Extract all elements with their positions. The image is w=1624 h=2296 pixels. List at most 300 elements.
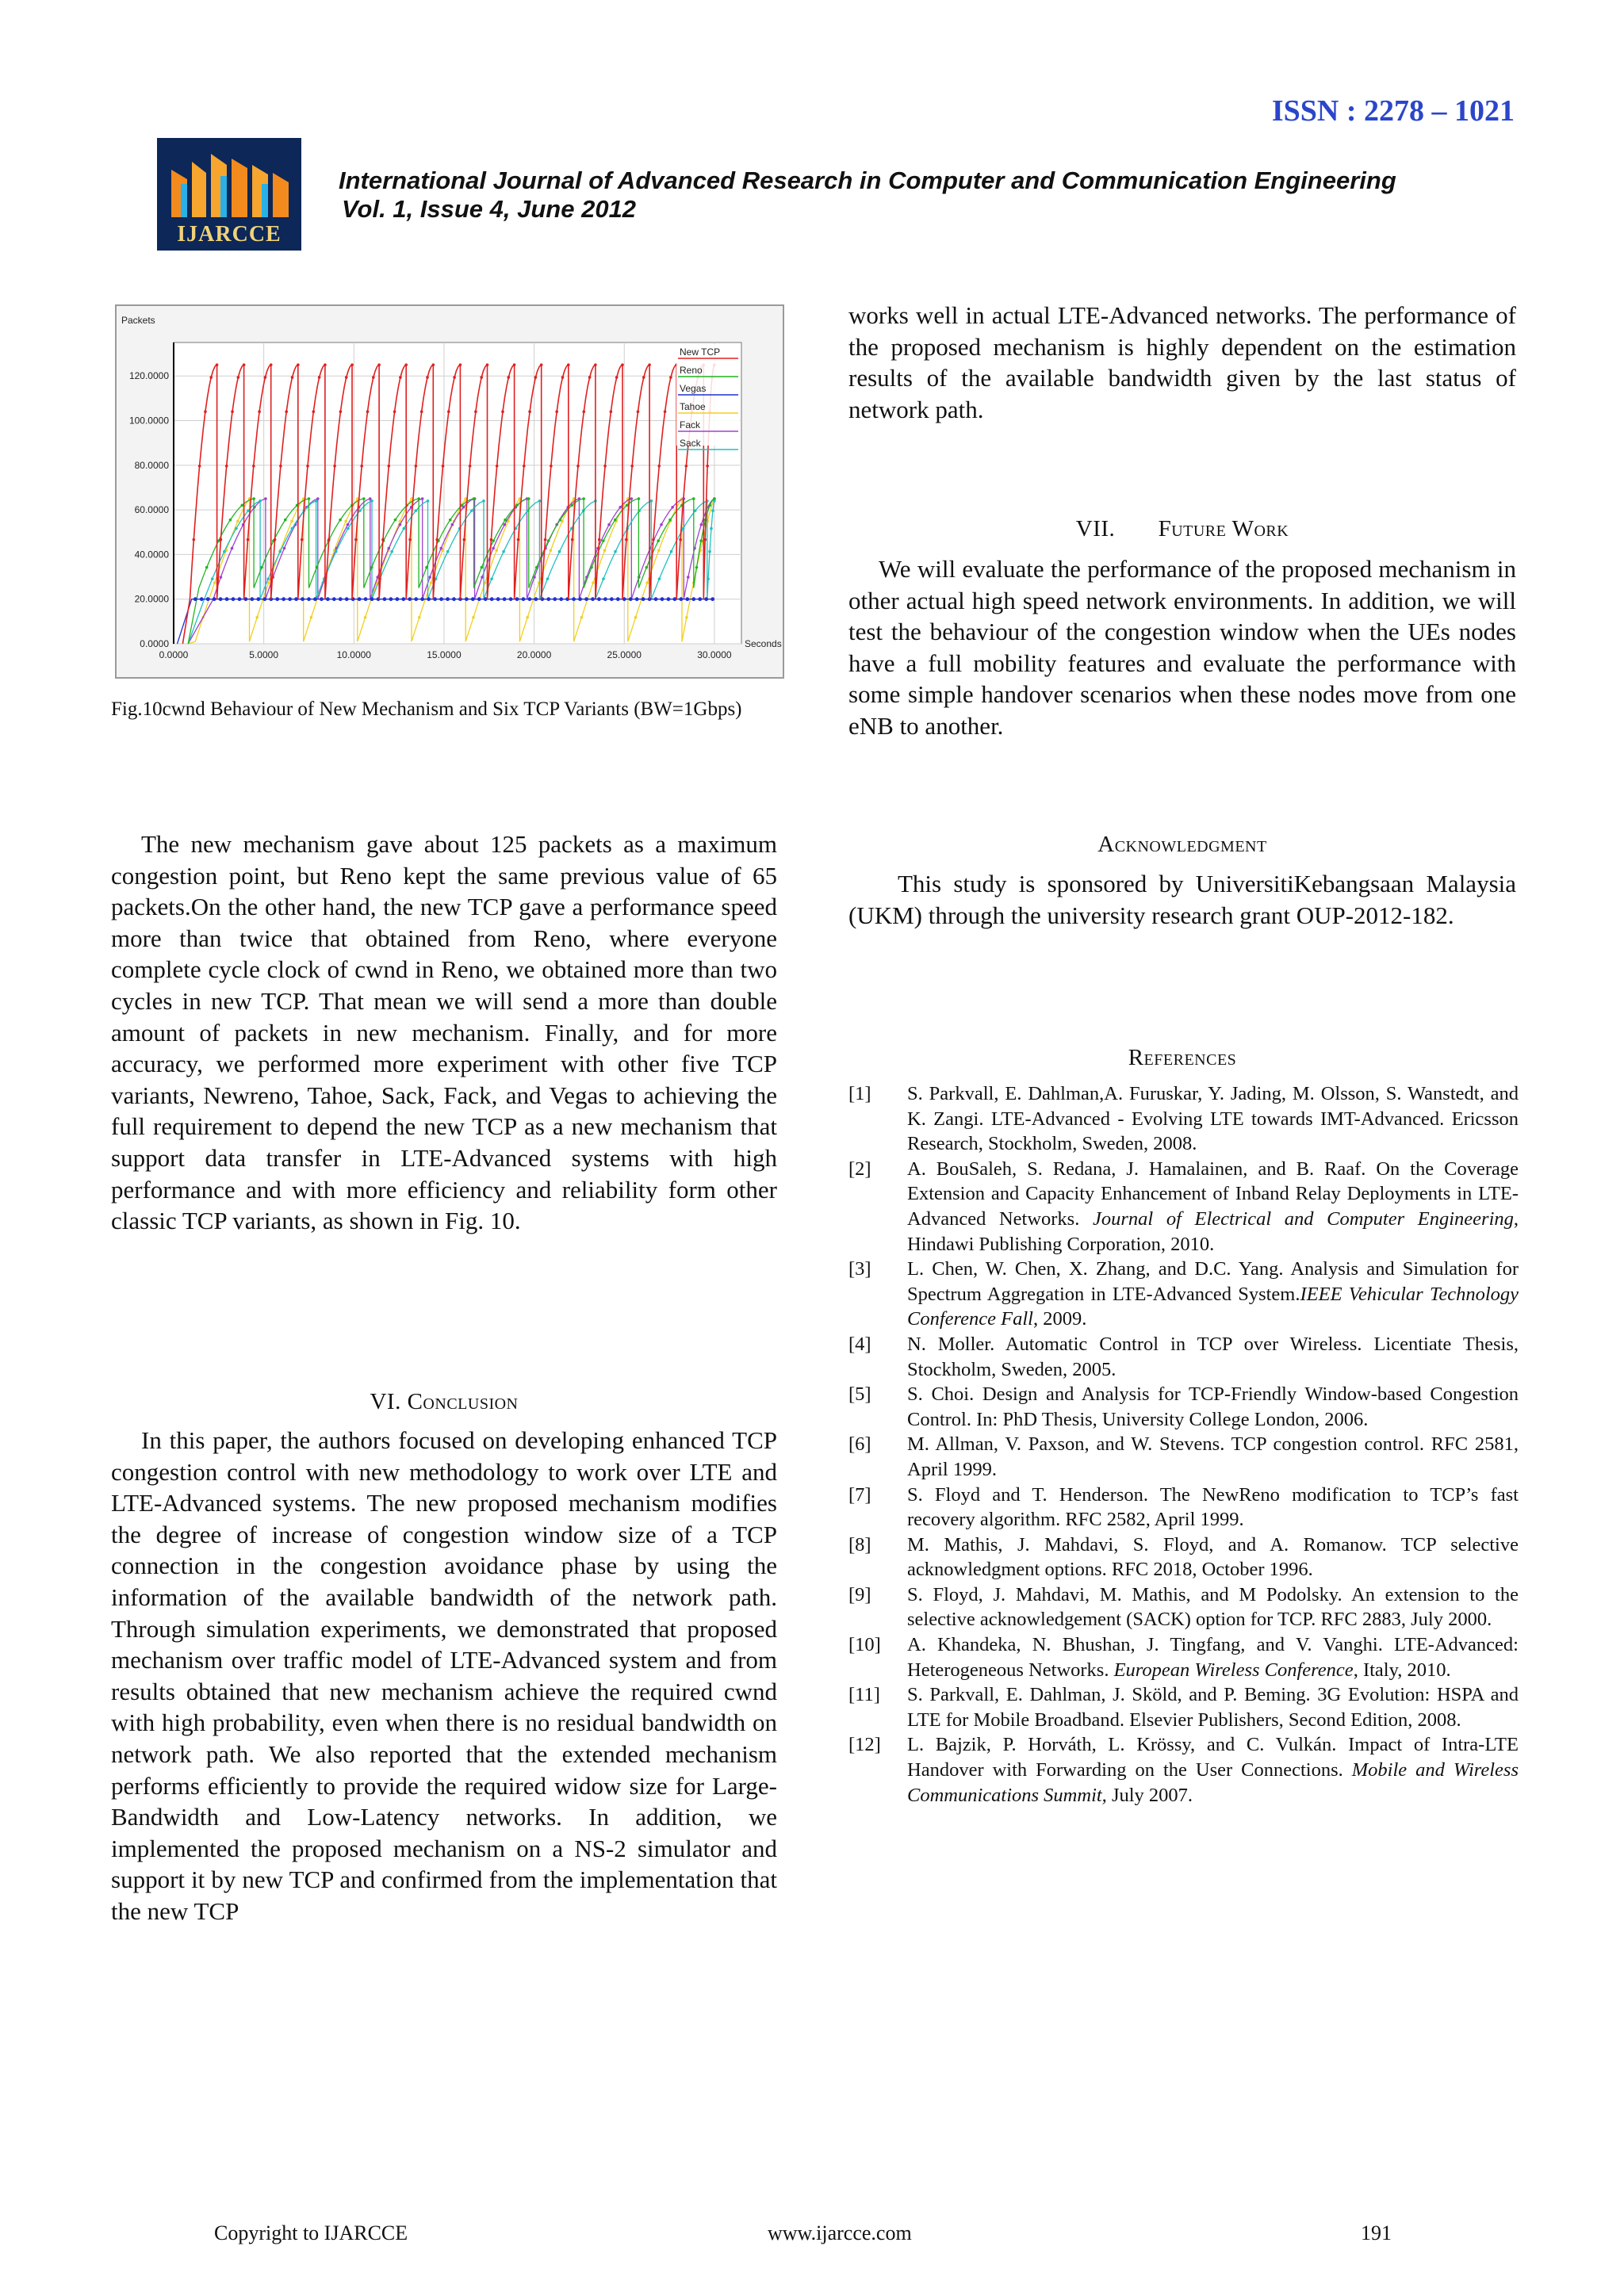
series-point [256, 597, 260, 601]
series-point [204, 410, 207, 413]
x-tick-label: 20.0000 [516, 649, 552, 660]
series-point [344, 520, 347, 523]
series-point [347, 527, 350, 530]
series-point [642, 376, 645, 379]
series-point [658, 577, 661, 580]
series-point [695, 566, 699, 569]
series-point [572, 597, 576, 601]
series-point [402, 527, 405, 530]
y-tick-label: 100.0000 [128, 415, 169, 427]
series-point [654, 597, 658, 601]
series-point [451, 523, 454, 526]
continuation-text: works well in actual LTE-Advanced networks. The performance of the proposed mechanism is highly dependent on the estimation results of the available bandwidth given by the last status of network path. [848, 301, 1516, 423]
series-point [603, 465, 607, 468]
x-tick-label: 5.0000 [249, 649, 279, 660]
series-point [474, 410, 477, 413]
series-point [546, 577, 550, 580]
series-point [495, 549, 498, 552]
series-point [421, 497, 424, 500]
series-point [648, 363, 651, 366]
series-point [333, 465, 336, 468]
reference-item: [9] S. Floyd, J. Mahdavi, M. Mathis, and M Podolsky. An extension to the selective acknowledgement (SACK) option for TCP. RFC 2883, July 2000. [848, 1583, 1519, 1631]
series-point [370, 597, 374, 601]
series-point [471, 597, 475, 601]
series-point [446, 550, 450, 553]
logo-text: IJARCCE [177, 222, 282, 247]
series-point [504, 519, 507, 522]
series-point [580, 616, 584, 619]
conclusion-number: VI. [370, 1389, 401, 1414]
series-point [582, 410, 585, 413]
series-point [634, 616, 638, 619]
acknowledgment-text: This study is sponsored by UniversitiKebangsaan Malaysia (UKM) through the university research grant OUP-2012-182. [848, 870, 1516, 929]
y-tick-label: 0.0000 [140, 638, 169, 649]
reference-item: [11] S. Parkvall, E. Dahlman, J. Sköld, and P. Beming. 3G Evolution: HSPA and LTE for Mobile Broadband. Elsevier Publishers, Second Edition, 2008. [848, 1684, 1519, 1731]
series-point [685, 616, 688, 619]
x-tick-label: 15.0000 [427, 649, 462, 660]
series-point [312, 410, 316, 413]
series-point [713, 497, 716, 500]
series-point [670, 550, 673, 553]
series-point [473, 497, 476, 500]
series-point [470, 509, 473, 512]
series-point [408, 538, 412, 541]
series-point [614, 550, 617, 553]
legend-label: Vegas [680, 383, 707, 394]
series-point [700, 523, 703, 526]
series-point [427, 499, 430, 503]
series-point [362, 497, 366, 500]
reference-item: [10] A. Khandeka, N. Bhushan, J. Tingfang, and V. Vanghi. LTE-Advanced: Heterogeneous Networks. European Wireless Conference, Italy, 2010. [848, 1634, 1519, 1681]
series-point [284, 519, 287, 522]
series-point [381, 538, 385, 541]
series-point [231, 547, 234, 550]
series-point [415, 465, 418, 468]
series-point [637, 410, 640, 413]
series-point [435, 538, 439, 541]
series-point [602, 577, 605, 580]
series-point [225, 597, 229, 601]
series-point [503, 523, 506, 526]
series-point [661, 597, 665, 601]
footer-page-number: 191 [1361, 2221, 1392, 2244]
series-point [354, 538, 358, 541]
series-point [603, 597, 607, 601]
series-point [426, 376, 429, 379]
figure-caption: Fig.10cwnd Behaviour of New Mechanism and Six TCP Variants (BW=1Gbps) [111, 698, 742, 720]
conclusion-title: Conclusion [407, 1389, 519, 1414]
series-point [193, 597, 197, 601]
series-point [388, 547, 391, 550]
series-point [679, 538, 682, 541]
references-heading: References [1128, 1045, 1237, 1070]
series-point [652, 538, 655, 541]
series-point [615, 376, 619, 379]
series-point [401, 597, 405, 601]
series-point [439, 597, 443, 601]
series-point [270, 363, 273, 366]
journal-header [339, 166, 1528, 224]
x-tick-label: 0.0000 [159, 649, 189, 660]
series-point [515, 597, 519, 601]
conclusion-heading [111, 1389, 777, 1415]
series-point [669, 376, 672, 379]
series-point [578, 597, 582, 601]
series-point [570, 503, 573, 507]
series-point [235, 527, 238, 530]
series-point [694, 509, 697, 512]
body-paragraph: The new mechanism gave about 125 packets as a maximum congestion point, but Reno kept the same previous value of 65 packets.On the other hand, the new TCP gave a performance speed more than twice that obtained from Reno, where everyone complete cycle clock of cwnd in Reno, we obtained more than two cycles in new TCP. That mean we will send a more than double amount of packets in new mechanism. Finally, and for more accuracy, we performed more experiment with other five TCP variants, Newreno, Tahoe, Sack, Fack, and Vegas to achieving the full requirement to depend the new TCP as a new mechanism that support data transfer in LTE-Advanced systems with high performance and with more efficiency and reliability form other classic TCP variants, as shown in Fig. 10. [111, 830, 777, 1235]
series-point [388, 465, 391, 468]
series-point [710, 527, 713, 530]
series-point [682, 527, 685, 530]
series-point [610, 597, 614, 601]
series-point [528, 597, 532, 601]
reference-item: [2] A. BouSaleh, S. Redana, J. Hamalainen, and B. Raaf. On the Coverage Extension and Capacity Enhancement of Inband Relay Deployments in LTE-Advanced Networks. Journal of Electrical and Computer Engineering, Hindawi Publishing Corporation, 2010. [848, 1158, 1519, 1255]
series-point [660, 523, 663, 526]
series-point [626, 503, 629, 507]
series-point [442, 465, 445, 468]
series-point [414, 597, 418, 601]
series-point [645, 581, 649, 584]
series-point [326, 597, 330, 601]
series-point [252, 465, 255, 468]
series-point [709, 503, 712, 507]
series-point [480, 376, 483, 379]
series-point [439, 547, 442, 550]
series-point [231, 410, 234, 413]
series-point [318, 376, 321, 379]
series-point [285, 410, 288, 413]
future-work-title: Future Work [1158, 516, 1289, 541]
series-point [687, 576, 690, 579]
x-tick-label: 10.0000 [336, 649, 371, 660]
series-point [232, 597, 236, 601]
series-point [638, 497, 641, 500]
series-point [393, 410, 396, 413]
y-axis-label: Packets [121, 315, 155, 326]
series-point [428, 576, 431, 579]
series-point [206, 597, 210, 601]
series-point [538, 499, 542, 503]
series-point [657, 465, 661, 468]
series-point [490, 577, 493, 580]
series-point [540, 363, 543, 366]
series-point [313, 597, 317, 601]
series-point [472, 616, 475, 619]
y-tick-label: 20.0000 [134, 593, 169, 605]
series-point [584, 597, 588, 601]
series-point [522, 597, 526, 601]
series-point [306, 465, 309, 468]
series-point [490, 538, 493, 541]
reference-item: [4] N. Moller. Automatic Control in TCP over Wireless. Licentiate Thesis, Stockholm, Sweden, 2005. [848, 1333, 1519, 1380]
series-point [555, 410, 558, 413]
series-point [671, 506, 674, 509]
series-point [550, 465, 553, 468]
future-work-heading [848, 516, 1516, 542]
reference-item: [1] S. Parkvall, E. Dahlman,A. Furuskar, Y. Jading, M. Olsson, S. Wanstedt, and K. Zangi. LTE-Advanced - Evolving LTE towards IMT-Advanced. Ericsson Research, Stockholm, Sweden, 2008. [848, 1083, 1519, 1155]
series-point [534, 597, 538, 601]
legend-label: Reno [680, 365, 703, 376]
series-point [339, 597, 343, 601]
series-point [345, 597, 349, 601]
series-point [282, 597, 285, 601]
series-point [283, 547, 286, 550]
series-point [216, 363, 219, 366]
series-point [247, 538, 250, 541]
reference-item: [8] M. Mathis, J. Mahdavi, S. Floyd, and A. Romanow. TCP selective acknowledgment options. RFC 2018, October 1996. [848, 1533, 1519, 1581]
series-point [225, 465, 228, 468]
cwnd-chart [117, 306, 783, 677]
series-point [205, 566, 209, 569]
series-point [301, 538, 304, 541]
series-point [535, 566, 538, 569]
series-point [360, 465, 363, 468]
series-point [526, 616, 529, 619]
series-point [619, 506, 622, 509]
series-point [711, 509, 714, 512]
series-point [236, 520, 239, 523]
series-point [310, 616, 313, 619]
series-point [275, 597, 279, 601]
series-point [465, 597, 469, 601]
series-point [389, 597, 393, 601]
series-point [377, 363, 381, 366]
series-point [213, 597, 216, 601]
series-point [597, 597, 601, 601]
series-point [220, 576, 223, 579]
footer-copyright: Copyright to IJARCCE [214, 2221, 408, 2244]
series-point [546, 597, 550, 601]
series-point [590, 566, 593, 569]
series-point [503, 597, 507, 601]
series-point [704, 597, 708, 601]
series-point [492, 547, 495, 550]
series-point [699, 539, 703, 542]
x-axis-label: Seconds [745, 638, 782, 649]
series-point [327, 538, 331, 541]
series-point [592, 581, 595, 584]
series-point [408, 597, 412, 601]
legend-label: New TCP [680, 346, 721, 358]
series-point [358, 597, 362, 601]
series-point [420, 410, 423, 413]
series-point [290, 520, 293, 523]
series-point [650, 499, 653, 503]
journal-logo [157, 138, 301, 251]
series-point [692, 497, 695, 500]
series-point [220, 538, 223, 541]
series-point [255, 616, 259, 619]
series-point [399, 523, 402, 526]
y-tick-label: 120.0000 [128, 370, 169, 382]
series-point [420, 597, 424, 601]
reference-item: [12] L. Bajzik, P. Horváth, L. Krössy, and C. Vulkán. Impact of Intra-LTE Handover with Forwarding on the User Connections. Mobile and Wireless Communications Summit, July 2007. [848, 1734, 1519, 1806]
series-point [291, 376, 294, 379]
series-point [703, 538, 707, 541]
conclusion-text: In this paper, the authors focused on developing enhanced TCP congestion control with new methodology to work over LTE and LTE-Advanced systems. The new proposed mechanism modifies the degree of increase of congestion window size of a TCP connection in the congestion avoidance phase by using the information of the available bandwidth of the network path. Through simulation experiments, we demonstrated that proposed mechanism over traffic model of LTE-Advanced system and from results obtained that new mechanism achieve the required cwnd with high probability, even when there is no residual bandwidth on network path. We also reported that the extended mechanism performs efficiently to provide the required widow size for Large-Bandwidth and Low-Latency networks. In addition, we implemented the proposed mechanism on a NS-2 simulator and support it by new TCP and confirmed from the implementation that the new TCP [111, 1426, 777, 1925]
series-point [544, 538, 547, 541]
series-point [607, 523, 611, 526]
series-point [339, 519, 342, 522]
series-point [645, 566, 649, 569]
series-point [372, 376, 375, 379]
series-point [567, 363, 570, 366]
series-point [507, 376, 510, 379]
series-point [316, 497, 320, 500]
series-point [390, 550, 393, 553]
series-point [252, 497, 255, 500]
series-point [576, 465, 580, 468]
series-point [240, 503, 243, 507]
series-point [395, 597, 399, 601]
legend-label: Tahoe [680, 401, 706, 412]
series-point [247, 509, 250, 512]
series-point [258, 410, 261, 413]
series-point [629, 597, 633, 601]
series-point [527, 497, 530, 500]
series-point [430, 581, 433, 584]
series-point [446, 597, 450, 601]
series-point [316, 566, 319, 569]
series-point [324, 363, 327, 366]
reference-item: [5] S. Choi. Design and Analysis for TCP-Friendly Window-based Congestion Control. In: PhD Thesis, University College London, 2006. [848, 1383, 1519, 1430]
series-point [425, 566, 428, 569]
series-point [630, 465, 634, 468]
series-point [193, 538, 196, 541]
legend-label: Sack [680, 438, 701, 449]
figure-10-chart [115, 304, 784, 679]
series-point [223, 550, 226, 553]
reference-item: [3] L. Chen, W. Chen, X. Zhang, and D.C. Yang. Analysis and Simulation for Spectrum Aggregation in LTE-Advanced System.IEEE Vehicular Technology Conference Fall, 2009. [848, 1258, 1519, 1330]
series-point [481, 576, 484, 579]
series-point [603, 549, 607, 552]
series-point [260, 566, 263, 569]
series-point [447, 410, 450, 413]
series-point [366, 410, 370, 413]
y-tick-label: 80.0000 [134, 459, 169, 471]
journal-volume: Vol. 1, Issue 4, June 2012 [342, 195, 637, 223]
series-point [320, 597, 324, 601]
series-point [559, 519, 562, 522]
series-point [685, 597, 689, 601]
series-point [571, 538, 574, 541]
series-point [345, 376, 348, 379]
series-point [347, 523, 350, 526]
series-point [515, 503, 519, 507]
series-point [513, 363, 516, 366]
series-point [264, 376, 267, 379]
series-point [262, 597, 266, 601]
series-point [561, 376, 565, 379]
series-point [369, 497, 372, 500]
series-point [614, 519, 617, 522]
series-point [594, 363, 597, 366]
reference-item: [7] S. Floyd and T. Henderson. The NewReno modification to TCP’s fast recovery algorithm. RFC 2582, April 1999. [848, 1483, 1519, 1531]
series-point [315, 499, 318, 503]
series-point [238, 597, 242, 601]
series-point [496, 597, 500, 601]
series-point [211, 577, 214, 580]
series-point [452, 597, 456, 601]
series-point [558, 550, 561, 553]
series-point [625, 538, 628, 541]
series-point [657, 549, 661, 552]
series-point [237, 376, 240, 379]
series-point [364, 616, 367, 619]
series-point [588, 376, 592, 379]
reference-item: [6] M. Allman, V. Paxson, and W. Stevens. TCP congestion control. RFC 2581, April 1999. [848, 1433, 1519, 1480]
x-tick-label: 25.0000 [607, 649, 642, 660]
series-point [432, 363, 435, 366]
footer-website: www.ijarcce.com [768, 2221, 912, 2244]
series-point [509, 597, 513, 601]
series-point [664, 410, 667, 413]
series-point [461, 503, 464, 507]
series-point [453, 376, 456, 379]
series-point [364, 597, 368, 601]
series-point [602, 539, 605, 542]
series-point [301, 597, 304, 601]
series-point [621, 363, 624, 366]
series-point [610, 410, 613, 413]
series-point [209, 376, 213, 379]
series-point [477, 597, 481, 601]
series-point [698, 597, 702, 601]
series-point [417, 497, 420, 500]
series-point [502, 550, 505, 553]
series-point [394, 519, 397, 522]
series-point [550, 549, 553, 552]
series-point [679, 597, 683, 601]
series-point [534, 376, 538, 379]
series-point [418, 616, 421, 619]
series-point [528, 410, 531, 413]
series-point [482, 499, 485, 503]
series-point [291, 527, 294, 530]
y-tick-label: 40.0000 [134, 549, 169, 561]
y-tick-label: 60.0000 [134, 504, 169, 516]
series-point [707, 577, 710, 580]
series-point [200, 597, 204, 601]
series-point [591, 597, 595, 601]
series-point [462, 538, 465, 541]
series-point [297, 363, 300, 366]
series-point [370, 566, 373, 569]
future-work-text: We will evaluate the performance of the proposed mechanism in other actual high speed network environments. In addition, we will test the behaviour of the congestion window when the UEs nodes have a full mobility features and evaluate the performance with some simple handover scenarios when these nodes move from one eNB to another. [848, 555, 1516, 740]
series-point [616, 597, 620, 601]
journal-title: International Journal of Advanced Research in Computer and Communication Engineering [339, 166, 1396, 194]
series-point [399, 376, 402, 379]
series-point [559, 597, 563, 601]
x-tick-label: 30.0000 [697, 649, 732, 660]
series-point [404, 363, 408, 366]
series-point [259, 499, 262, 503]
references-list [848, 1081, 1519, 1808]
series-point [213, 581, 216, 584]
series-point [642, 597, 645, 601]
series-point [710, 597, 714, 601]
series-point [708, 550, 711, 553]
series-point [481, 566, 484, 569]
series-point [706, 465, 709, 468]
series-point [274, 538, 277, 541]
series-point [547, 539, 550, 542]
series-point [427, 597, 431, 601]
series-point [307, 597, 311, 601]
series-point [553, 597, 557, 601]
